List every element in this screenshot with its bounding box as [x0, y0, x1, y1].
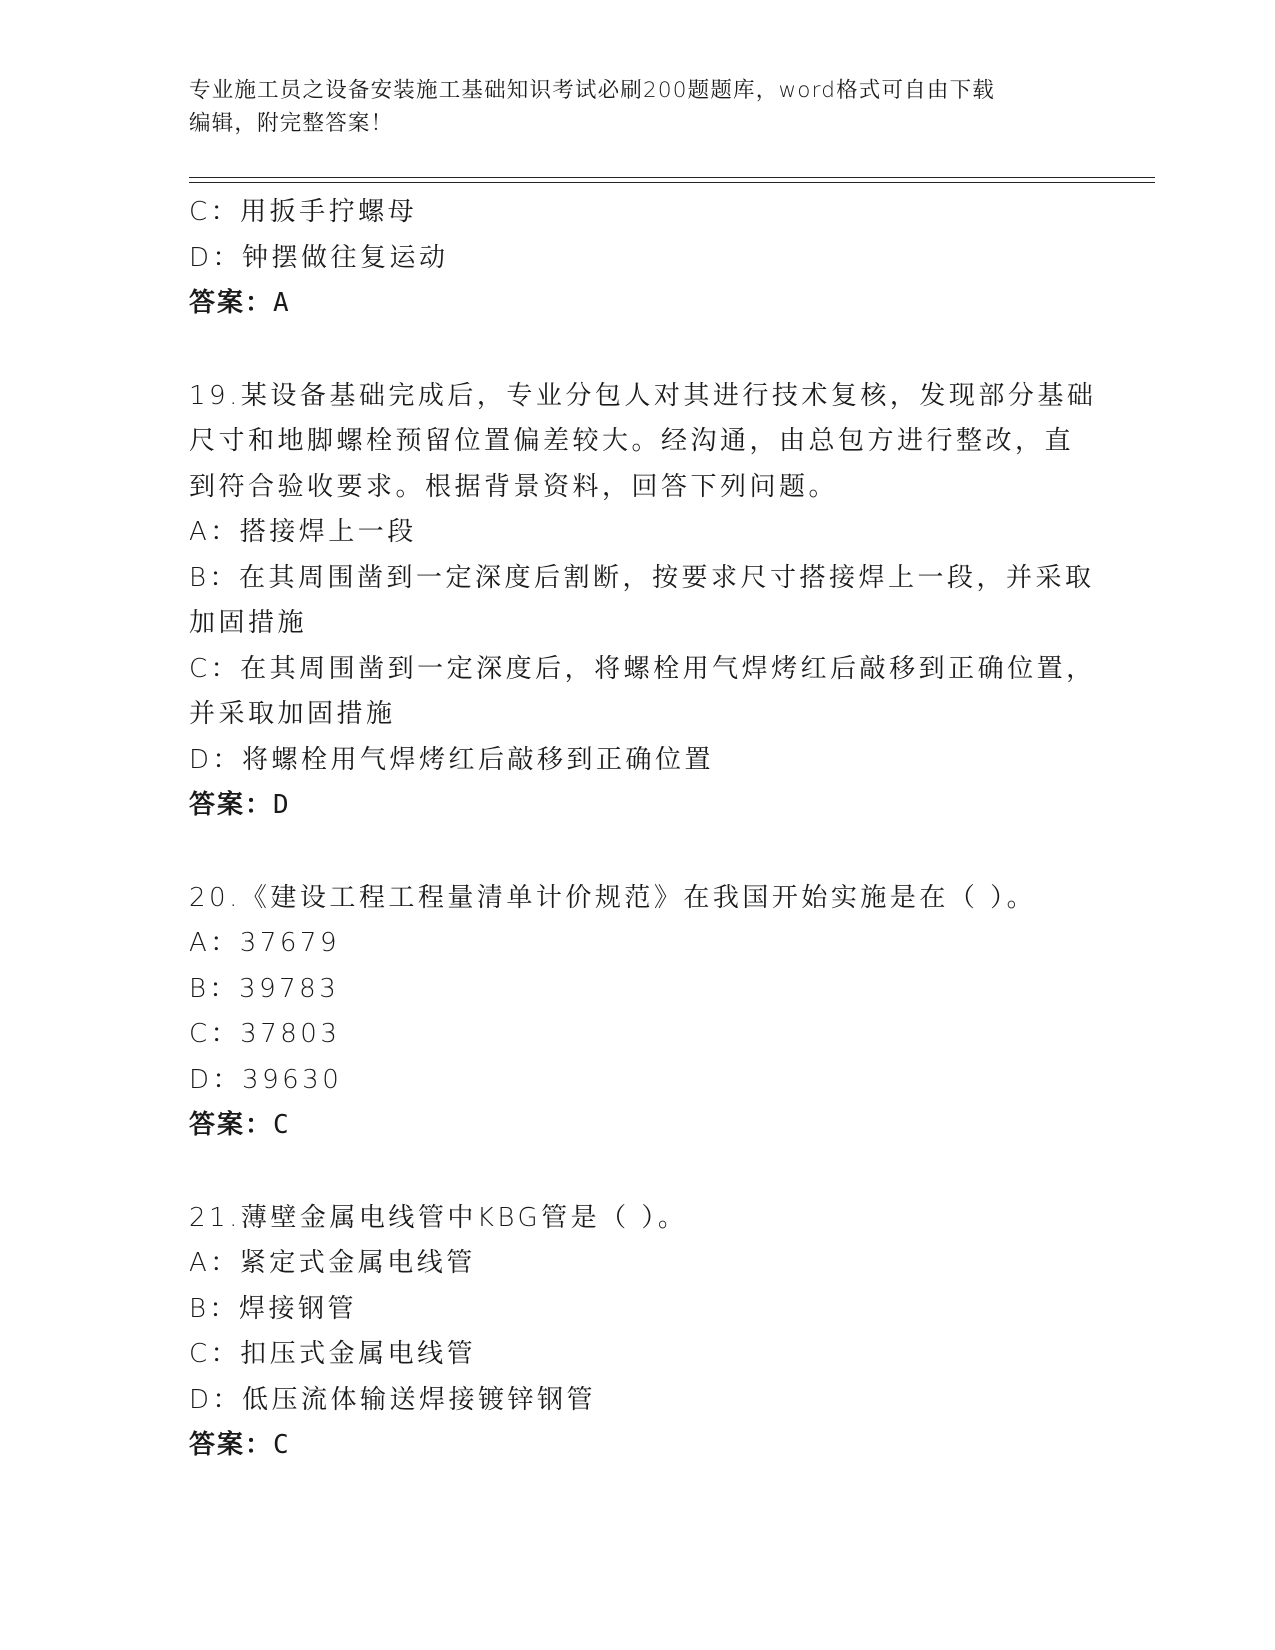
answer-label: 答案： — [189, 790, 274, 820]
question-content — [189, 190, 1097, 1469]
question-stem-line: 尺寸和地脚螺栓预留位置偏差较大。经沟通，由总包方进行整改，直 — [189, 426, 1075, 456]
answer-line — [189, 1423, 1089, 1469]
header-line-1: 专业施工员之设备安装施工基础知识考试必刷200题题库，word格式可自由下载 — [189, 78, 995, 103]
answer-line — [189, 1103, 1089, 1149]
answer-line — [189, 783, 1089, 829]
answer-value: C — [273, 1110, 291, 1140]
option-c-continued: 并采取加固措施 — [189, 699, 396, 729]
answer-label: 答案： — [189, 1430, 274, 1460]
header-divider-bottom — [189, 182, 1155, 183]
answer-value: C — [273, 1430, 291, 1460]
question-21 — [189, 1196, 1089, 1469]
answer-label: 答案： — [189, 1110, 274, 1140]
option-d: D：低压流体输送焊接镀锌钢管 — [189, 1384, 597, 1415]
question-stem-line: 19.某设备基础完成后，专业分包人对其进行技术复核，发现部分基础 — [189, 380, 1097, 411]
answer-label: 答案： — [189, 288, 274, 318]
option-a: A：37679 — [189, 928, 340, 958]
option-b-continued: 加固措施 — [189, 608, 308, 638]
option-c: C：用扳手拧螺母 — [189, 197, 418, 227]
header-line-2: 编辑，附完整答案！ — [189, 111, 394, 136]
answer-value: D — [273, 790, 291, 820]
option-d: D：将螺栓用气焊烤红后敲移到正确位置 — [189, 744, 715, 775]
previous-question-tail — [189, 190, 1089, 327]
option-c: C：37803 — [189, 1019, 341, 1049]
answer-value: A — [273, 288, 291, 318]
option-c: C：在其周围凿到一定深度后，将螺栓用气焊烤红后敲移到正确位置， — [189, 653, 1096, 684]
spacer — [189, 1149, 1089, 1196]
question-stem-line: 20.《建设工程工程量清单计价规范》在我国开始实施是在（ ）。 — [189, 882, 1037, 913]
option-c: C：扣压式金属电线管 — [189, 1339, 477, 1369]
option-d: D：钟摆做往复运动 — [189, 242, 449, 273]
spacer — [189, 829, 1089, 876]
option-b: B：在其周围凿到一定深度后割断，按要求尺寸搭接焊上一段，并采取 — [189, 562, 1095, 593]
question-20 — [189, 876, 1089, 1149]
option-a: A：紧定式金属电线管 — [189, 1248, 476, 1278]
document-header — [189, 74, 1089, 140]
option-b: B：焊接钢管 — [189, 1293, 358, 1324]
answer-line — [189, 281, 1089, 327]
option-b: B：39783 — [189, 973, 340, 1004]
spacer — [189, 327, 1089, 374]
question-stem-line: 21.薄壁金属电线管中KBG管是（ ）。 — [189, 1202, 688, 1233]
question-stem-line: 到符合验收要求。根据背景资料，回答下列问题。 — [189, 471, 839, 502]
question-19 — [189, 374, 1097, 829]
option-a: A：搭接焊上一段 — [189, 517, 417, 547]
header-divider-top — [189, 177, 1155, 178]
option-d: D：39630 — [189, 1064, 343, 1095]
